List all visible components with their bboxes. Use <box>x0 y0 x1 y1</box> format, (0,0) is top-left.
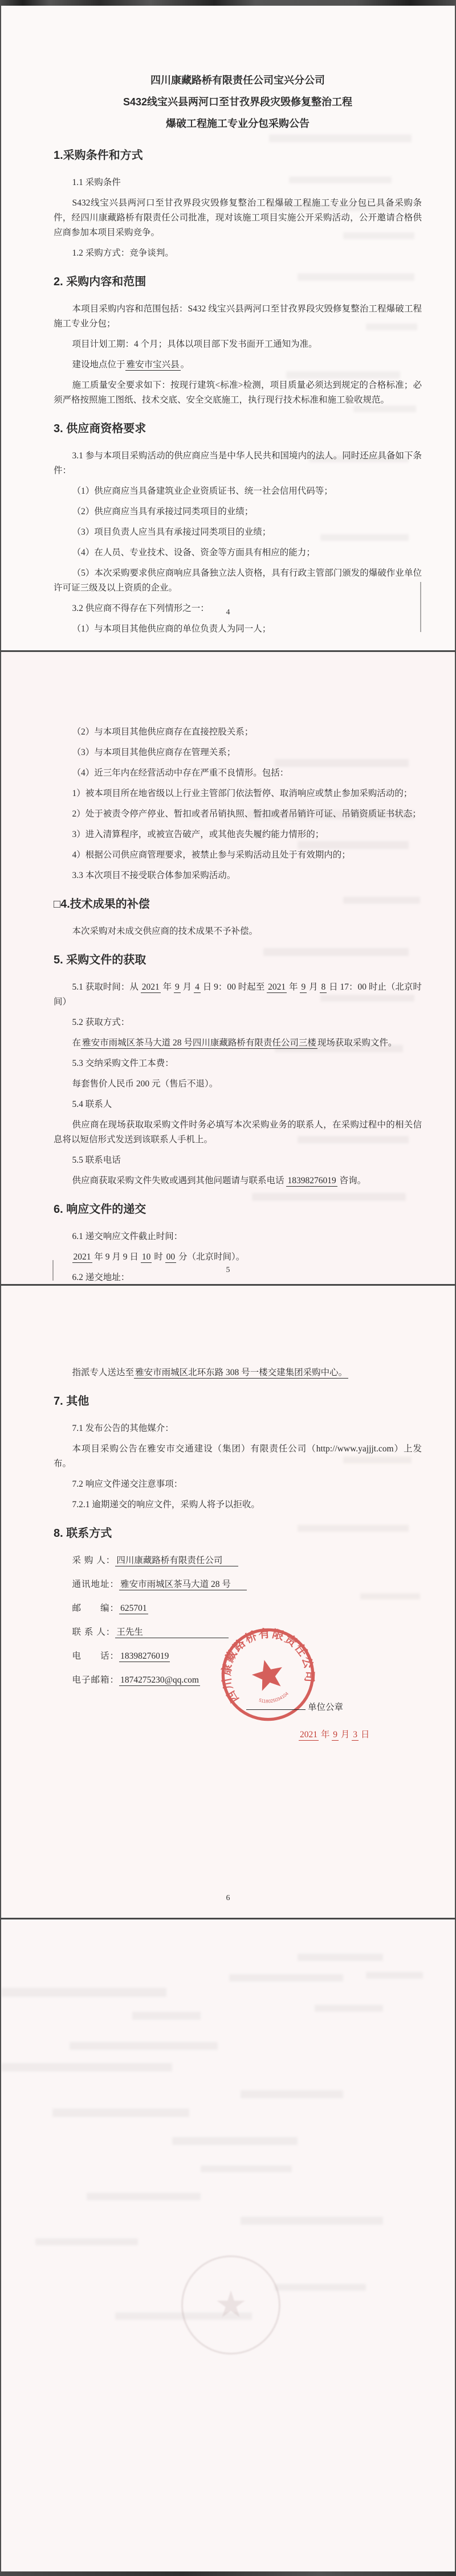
bleed-through-artifact <box>315 2005 383 2012</box>
bleed-through-artifact <box>343 1457 412 1463</box>
clause-4-body: 本次采购对未成交供应商的技术成果不予补偿。 <box>72 926 258 936</box>
bleed-through-artifact <box>298 1954 383 1961</box>
clause-3-1-item: （4）在人员、专业技术、设备、资金等方面具有相应的能力； <box>72 548 315 557</box>
field-label: 联 系 人： <box>72 1627 116 1637</box>
clause-3-1-item: （3）项目负责人应当具有承接过同类项目的业绩； <box>72 527 271 537</box>
clause-3-2: 3.2 供应商不得存在下列情形之一： <box>72 604 209 613</box>
star-icon: ★ <box>214 2284 247 2325</box>
bleed-through-artifact <box>286 371 400 379</box>
bleed-through-artifact <box>70 2042 218 2050</box>
section-3-heading: 3. 供应商资格要求 <box>54 423 146 435</box>
seal-label: 单位公章 <box>308 1703 344 1712</box>
bleed-through-artifact <box>289 177 392 183</box>
clause-3-2-subitem: 4）根据公司供应商管理要求，被禁止参与采购活动且处于有效期内的； <box>72 850 351 860</box>
clause-3-2-item: （1）与本项目其他供应商的单位负责人为同一人； <box>72 624 271 634</box>
scan-edge-top <box>0 0 456 6</box>
page-4 <box>1 1919 455 2571</box>
seal-serial-text: 5118025034104 <box>258 1691 290 1704</box>
contact-person: 联 系 人： 王先生 <box>54 1625 422 1640</box>
bleed-through-artifact <box>275 2284 366 2291</box>
doc-title-line-1: 四川康藏路桥有限责任公司宝兴分公司 <box>150 75 325 86</box>
signature-line <box>246 1701 306 1710</box>
bleed-through-artifact <box>298 1525 409 1532</box>
contact-phone: 电 话： 18398276019 <box>72 1651 169 1661</box>
page-1 <box>1 6 455 650</box>
contact-purchaser: 采 购 人： 四川康藏路桥有限责任公司 <box>54 1553 422 1568</box>
bleed-through-artifact <box>35 2238 138 2245</box>
scan-line-artifact <box>420 582 421 632</box>
contact-email: 电子邮箱： 1874275230@qq.com <box>72 1675 199 1685</box>
seal-company-text: 四川康藏路桥有限责任公司 <box>220 1627 316 1705</box>
clause-3-1-item: （1）供应商应当具备建筑业企业资质证书、统一社会信用代码等； <box>72 486 333 496</box>
page-number: 5 <box>226 1266 230 1274</box>
contact-postcode: 邮 编： 625701 <box>72 1603 147 1613</box>
bleed-through-artifact <box>275 1045 403 1052</box>
bleed-through-artifact <box>366 1972 423 1979</box>
field-label: 邮 编： <box>72 1603 120 1613</box>
clause-7-2: 7.2 响应文件递交注意事项： <box>72 1479 183 1489</box>
clause-6-1-body: 2021 年 9 月 9 日 10 时 00 分（北京时间）。 <box>73 1252 245 1262</box>
clause-2-quality: 施工质量安全要求如下：按现行建筑<标准>检测，项目质量必须达到规定的合格标准；必须严格按照施工图纸、技术交底、安全交底施工，执行现行技术标准和施工验收规范。 <box>54 380 422 405</box>
page-2 <box>1 652 455 1284</box>
seal-date: 2021 年 9 月 3 日 <box>300 1730 370 1740</box>
bleed-through-artifact <box>1 2063 172 2072</box>
clause-1-2: 1.2 采购方式：竞争谈判。 <box>72 248 174 258</box>
clause-6-2: 6.2 递交地址： <box>72 1273 130 1282</box>
clause-5-5: 5.5 联系电话 <box>72 1155 121 1165</box>
section-1-heading: 1.采购条件和方式 <box>54 149 143 162</box>
bleed-through-artifact <box>366 323 417 330</box>
clause-5-3-body: 每套售价人民币 200 元（售后不退）。 <box>72 1079 218 1089</box>
section-4-heading: □4.技术成果的补偿 <box>54 898 150 910</box>
field-label: 电子邮箱： <box>72 1675 120 1685</box>
clause-5-2: 5.2 获取方式： <box>72 1018 130 1027</box>
bleed-through-artifact <box>275 759 409 767</box>
clause-3-2-subitem: 3）进入清算程序，或被宣告破产，或其他丧失履约能力情形的； <box>72 830 324 839</box>
seal-ghost-artifact <box>181 2255 280 2355</box>
clause-2-scope: 本项目采购内容和范围包括：S432 线宝兴县两河口至甘孜界段灾毁修复整治工程爆破工程施工专业分包； <box>54 304 422 329</box>
clause-5-5-body: 供应商获取采购文件失败或遇到其他问题请与联系电话 18398276019 咨询。 <box>72 1176 367 1186</box>
clause-6-1: 6.1 递交响应文件截止时间： <box>72 1232 183 1241</box>
bleed-through-artifact <box>252 1193 406 1201</box>
page-2-content <box>1 652 455 1284</box>
clause-3-2-subitem: 1）被本项目所在地省级以上行业主管部门依法暂停、取消响应或禁止参加采购活动的； <box>72 789 413 798</box>
clause-3-2-item: （2）与本项目其他供应商存在直接控股关系； <box>72 727 254 737</box>
clause-1-1: 1.1 采购条件 <box>72 178 121 187</box>
bleed-through-artifact <box>132 2012 201 2020</box>
doc-title-line-3: 爆破工程施工专业分包采购公告 <box>166 118 310 129</box>
bleed-through-artifact <box>309 456 409 462</box>
clause-3-2-item: （4）近三年内在经营活动中存在严重不良情形。包括： <box>72 768 289 778</box>
clause-6-2-body: 指派专人送达至 雅安市雨城区北环东路 308 号一楼交建集团采购中心。 <box>72 1368 348 1377</box>
seal-star-icon <box>249 1656 287 1693</box>
clause-5-3: 5.3 交纳采购文件工本费： <box>72 1059 174 1068</box>
bleed-through-artifact <box>241 2090 343 2098</box>
bleed-through-artifact <box>269 134 412 142</box>
clause-3-1-item: （2）供应商应当具有承接过同类项目的业绩； <box>72 507 254 516</box>
bleed-through-artifact <box>360 1593 420 1599</box>
clause-1-1-body: S432线宝兴县两河口至甘孜界段灾毁修复整治工程爆破工程施工专业分包已具备采购条件，经四川康藏路桥有限责任公司批准，现对该施工项目实施公开采购活动，公开邀请合格供应商参加本项目采购竞争。 <box>54 198 422 237</box>
section-8-heading: 8. 联系方式 <box>54 1527 112 1540</box>
bleed-through-artifact <box>172 2137 298 2145</box>
bleed-through-artifact <box>263 948 409 956</box>
clause-3-3: 3.3 本次项目不接受联合体参加采购活动。 <box>72 871 236 880</box>
bleed-through-artifact <box>320 534 409 541</box>
page-3-content <box>1 1286 455 1688</box>
seal-signature-row <box>246 1700 343 1713</box>
clause-2-duration: 项目计划工期：4 个月；具体以项目部下发书面开工通知为准。 <box>72 339 317 349</box>
bleed-through-artifact <box>298 273 414 281</box>
bleed-through-artifact <box>1 1988 166 1997</box>
section-6-heading: 6. 响应文件的递交 <box>54 1203 146 1216</box>
page-3 <box>1 1286 455 1918</box>
section-5-heading: 5. 采购文件的获取 <box>54 954 146 966</box>
section-2-heading: 2. 采购内容和范围 <box>54 276 146 288</box>
bleed-through-artifact <box>246 810 414 819</box>
bleed-through-artifact <box>229 1974 343 1982</box>
clause-7-2-1: 7.2.1 逾期递交的响应文件，采购人将予以拒收。 <box>72 1500 260 1509</box>
bleed-through-artifact <box>201 2165 292 2172</box>
contact-address: 通讯地址： 雅安市雨城区茶马大道 28 号 <box>54 1577 422 1592</box>
clause-3-1-item: （5）本次采购要求供应商响应具备独立法人资格，具有行政主管部门颁发的爆破作业单位许可证三级及以上资质的企业。 <box>54 568 422 593</box>
doc-title-line-2: S432线宝兴县两河口至甘孜界段灾毁修复整治工程 <box>123 96 353 108</box>
scan-edge-bottom <box>0 2571 456 2576</box>
bleed-through-artifact <box>343 232 414 239</box>
clause-5-4: 5.4 联系人 <box>72 1100 112 1109</box>
bleed-through-artifact <box>298 1136 409 1143</box>
clause-3-2-item: （3）与本项目其他供应商存在管理关系； <box>72 748 236 757</box>
bleed-through-artifact <box>52 2109 189 2117</box>
clause-2-location: 建设地点位于 雅安市宝兴县 。 <box>72 360 190 370</box>
clause-7-1: 7.1 发布公告的其他媒介： <box>72 1424 174 1433</box>
field-label: 电 话： <box>72 1651 120 1661</box>
clause-5-1: 5.1 获取时间：从 2021 年 9 月 4 日 9：00 时起至 2021 年 9 月 8 日 17：00 时止（北京时间） <box>54 982 422 1007</box>
bleed-through-artifact <box>298 841 409 849</box>
bleed-through-artifact <box>343 897 420 904</box>
field-label: 采 购 人： <box>72 1556 116 1565</box>
clause-3-2-subitem: 2）处于被责令停产停业、暂扣或者吊销执照、暂扣或者吊销许可证、吊销资质证书状态； <box>72 809 421 819</box>
bleed-through-artifact <box>241 2217 383 2225</box>
scan-line-artifact <box>52 1260 54 1281</box>
bleed-through-artifact <box>87 2193 201 2200</box>
clause-5-2-body: 在 雅安市雨城区茶马大道 28 号四川康藏路桥有限责任公司三楼 现场获取采购文件。 <box>72 1038 397 1048</box>
bleed-through-artifact <box>353 405 416 412</box>
section-7-heading: 7. 其他 <box>54 1395 89 1408</box>
clause-7-1-body: 本项目采购公告在雅安市交通建设（集团）有限责任公司（http://www.yajjjt.com）上发布。 <box>54 1444 422 1469</box>
page-number: 4 <box>226 608 230 617</box>
clause-3-1: 3.1 参与本项目采购活动的供应商应当是中华人民共和国境内的法人。同时还应具备如下条件： <box>54 451 422 475</box>
field-label: 通讯地址： <box>72 1580 120 1589</box>
bleed-through-artifact <box>320 995 414 1002</box>
bleed-through-artifact <box>269 204 409 211</box>
page-stack <box>0 6 456 2571</box>
clause-5-4-body: 供应商在现场获取取采购文件时务必填写本次采购业务的联系人，在采购过程中的相关信息将以短信形式发送到该联系人手机上。 <box>54 1120 422 1145</box>
page-1-content <box>1 6 455 637</box>
page-number: 6 <box>226 1894 230 1902</box>
